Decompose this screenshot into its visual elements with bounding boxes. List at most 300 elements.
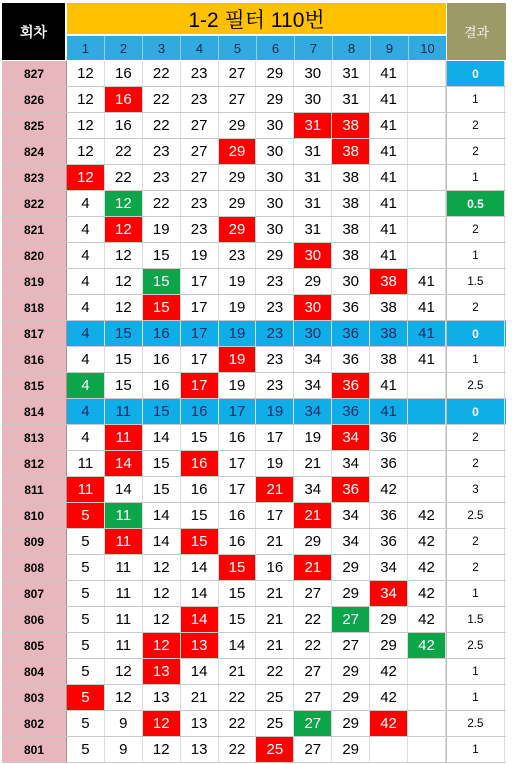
- number-cell: 17: [219, 477, 257, 502]
- number-cell: 12: [143, 607, 181, 632]
- result-cell: 0: [446, 399, 505, 424]
- number-cell: 23: [143, 139, 181, 164]
- number-cell: 41: [370, 373, 408, 398]
- number-cell: 21: [256, 607, 294, 632]
- number-cell: 27: [294, 685, 332, 710]
- table-row: [2, 477, 506, 503]
- number-cell: 5: [67, 737, 105, 762]
- number-cell: 41: [370, 87, 408, 112]
- table-row: [2, 61, 506, 87]
- number-cell: 23: [256, 269, 294, 294]
- number-header-9: 9: [371, 36, 409, 60]
- table-row: [2, 191, 506, 217]
- number-cell: 42: [408, 503, 446, 528]
- result-cell: 2: [446, 555, 505, 580]
- result-cell: 2: [446, 529, 505, 554]
- number-header-1: 1: [67, 36, 105, 60]
- number-cell: 15: [143, 399, 181, 424]
- result-cell: 2.5: [446, 633, 505, 658]
- number-cell: 4: [67, 399, 105, 424]
- number-cell: 23: [181, 87, 219, 112]
- number-cell: 27: [294, 737, 332, 762]
- round-number: 823: [2, 165, 67, 190]
- number-cell: 31: [294, 191, 332, 216]
- number-cell: 29: [370, 633, 408, 658]
- number-cell: 41: [370, 399, 408, 424]
- number-cell: 27: [332, 607, 370, 632]
- number-header-10: 10: [420, 40, 435, 56]
- number-cell: 22: [294, 633, 332, 658]
- number-cell: 11: [105, 581, 143, 606]
- result-cell: 2: [446, 113, 505, 138]
- number-cell: 36: [332, 373, 370, 398]
- number-cell: 11: [105, 633, 143, 658]
- result-cell: 2.5: [446, 503, 505, 528]
- number-cell: 29: [219, 217, 257, 242]
- number-cell: 16: [181, 451, 219, 476]
- number-cell: 38: [332, 139, 370, 164]
- number-cell: 14: [143, 503, 181, 528]
- number-cell: 15: [181, 503, 219, 528]
- number-cell: 42: [408, 529, 446, 554]
- number-cell: [408, 217, 446, 242]
- number-header-2: 2: [105, 36, 143, 60]
- number-cell: [408, 373, 446, 398]
- round-number: 805: [2, 633, 67, 658]
- number-cell: 19: [219, 269, 257, 294]
- number-cell: 41: [370, 165, 408, 190]
- number-cell: 42: [370, 659, 408, 684]
- number-cell: 29: [256, 243, 294, 268]
- number-cell: 38: [332, 191, 370, 216]
- number-cell: 23: [143, 165, 181, 190]
- number-header-5: 5: [219, 36, 257, 60]
- table-row: [2, 711, 506, 737]
- table-row: [2, 685, 506, 711]
- number-cell: [408, 165, 446, 190]
- number-cell: 16: [219, 529, 257, 554]
- number-cell: 38: [370, 295, 408, 320]
- number-cell: 17: [256, 503, 294, 528]
- result-cell: 2.5: [446, 373, 505, 398]
- result-cell: 2: [446, 295, 505, 320]
- number-cell: 29: [219, 139, 257, 164]
- number-cell: 11: [105, 529, 143, 554]
- round-number: 821: [2, 217, 67, 242]
- number-cell: 30: [256, 217, 294, 242]
- number-cell: 15: [105, 321, 143, 346]
- table-row: [2, 425, 506, 451]
- table-row: [2, 529, 506, 555]
- number-cell: 12: [105, 269, 143, 294]
- table-row: [2, 399, 506, 425]
- number-cell: 36: [370, 425, 408, 450]
- table-row: [2, 659, 506, 685]
- number-header-4: 4: [181, 36, 219, 60]
- number-cell: 16: [105, 87, 143, 112]
- table-row: [2, 555, 506, 581]
- number-cell: 23: [181, 61, 219, 86]
- number-cell: 29: [219, 113, 257, 138]
- number-cell: 27: [181, 139, 219, 164]
- number-cell: 42: [408, 607, 446, 632]
- number-cell: 30: [294, 321, 332, 346]
- number-cell: [408, 61, 446, 86]
- number-cell: 14: [105, 477, 143, 502]
- number-cell: 34: [332, 451, 370, 476]
- number-cell: 12: [105, 659, 143, 684]
- number-cell: 38: [370, 347, 408, 372]
- round-number: 820: [2, 243, 67, 268]
- number-cell: 13: [143, 685, 181, 710]
- number-cell: 9: [105, 711, 143, 736]
- number-cell: 13: [181, 737, 219, 762]
- number-cell: 19: [294, 425, 332, 450]
- result-column-header: 결과: [447, 3, 506, 60]
- round-number: 813: [2, 425, 67, 450]
- round-number: 804: [2, 659, 67, 684]
- number-cell: 5: [67, 659, 105, 684]
- number-cell: 22: [219, 685, 257, 710]
- number-cell: 41: [370, 191, 408, 216]
- number-cell: 27: [219, 87, 257, 112]
- number-cell: 19: [181, 243, 219, 268]
- number-cell: [408, 711, 446, 736]
- number-cell: 14: [181, 581, 219, 606]
- number-cell: 31: [332, 87, 370, 112]
- round-number: 807: [2, 581, 67, 606]
- number-cell: 14: [219, 633, 257, 658]
- result-cell: 0.5: [446, 191, 505, 216]
- number-cell: 29: [294, 269, 332, 294]
- number-cell: 41: [408, 347, 446, 372]
- number-cell: 30: [294, 295, 332, 320]
- number-cell: 5: [67, 503, 105, 528]
- number-cell: 27: [219, 61, 257, 86]
- number-cell: 4: [67, 295, 105, 320]
- round-number: 808: [2, 555, 67, 580]
- number-cell: 41: [370, 243, 408, 268]
- number-cell: 15: [219, 581, 257, 606]
- round-number: 817: [2, 321, 67, 346]
- table-row: [2, 737, 506, 763]
- number-cell: 25: [256, 737, 294, 762]
- number-cell: [408, 243, 446, 268]
- number-cell: 42: [370, 711, 408, 736]
- number-cell: 36: [332, 399, 370, 424]
- round-number: 827: [2, 61, 67, 86]
- round-number: 816: [2, 347, 67, 372]
- number-cell: 4: [67, 243, 105, 268]
- number-cell: 21: [256, 477, 294, 502]
- number-cell: 23: [256, 347, 294, 372]
- number-cell: 11: [105, 503, 143, 528]
- round-number: 815: [2, 373, 67, 398]
- number-cell: 30: [294, 87, 332, 112]
- number-cell: 41: [370, 217, 408, 242]
- table-row: [2, 139, 506, 165]
- number-cell: 15: [219, 555, 257, 580]
- number-cell: 34: [332, 529, 370, 554]
- number-cell: 27: [294, 659, 332, 684]
- number-cell: 12: [143, 555, 181, 580]
- number-cell: 36: [370, 529, 408, 554]
- number-cell: 38: [332, 217, 370, 242]
- number-cell: 16: [181, 399, 219, 424]
- result-cell: 2: [446, 451, 505, 476]
- number-cell: 5: [67, 529, 105, 554]
- number-cell: 15: [143, 477, 181, 502]
- number-cell: 17: [256, 425, 294, 450]
- number-cell: 15: [143, 295, 181, 320]
- result-cell: 1: [446, 685, 505, 710]
- result-cell: 1: [446, 737, 505, 762]
- number-cell: [408, 113, 446, 138]
- number-cell: 34: [294, 477, 332, 502]
- number-cell: 16: [143, 321, 181, 346]
- number-cell: [408, 477, 446, 502]
- number-cell: 22: [143, 61, 181, 86]
- number-cell: 13: [181, 711, 219, 736]
- number-cell: 23: [219, 243, 257, 268]
- number-cell: 12: [143, 581, 181, 606]
- number-cell: 23: [256, 373, 294, 398]
- number-cell: 13: [181, 633, 219, 658]
- result-cell: 1: [446, 347, 505, 372]
- number-cell: 11: [105, 555, 143, 580]
- number-cell: 11: [67, 477, 105, 502]
- table-row: [2, 295, 506, 321]
- number-cell: 16: [143, 347, 181, 372]
- table-row: [2, 633, 506, 659]
- round-number: 826: [2, 87, 67, 112]
- result-cell: 1: [446, 581, 505, 606]
- number-cell: 38: [332, 165, 370, 190]
- number-cell: 42: [408, 581, 446, 606]
- number-cell: 36: [332, 347, 370, 372]
- number-cell: 12: [105, 685, 143, 710]
- round-number: 812: [2, 451, 67, 476]
- number-cell: 11: [105, 425, 143, 450]
- number-cell: 15: [219, 607, 257, 632]
- number-cell: 27: [294, 711, 332, 736]
- number-cell: 5: [67, 633, 105, 658]
- number-cell: [408, 451, 446, 476]
- table-row: [2, 347, 506, 373]
- number-cell: 21: [294, 555, 332, 580]
- number-cell: 19: [256, 451, 294, 476]
- number-cell: 29: [332, 685, 370, 710]
- table-row: [2, 373, 506, 399]
- round-number: 801: [2, 737, 67, 762]
- round-number: 814: [2, 399, 67, 424]
- number-cell: 34: [332, 425, 370, 450]
- number-header-8: 8: [333, 36, 371, 60]
- round-number: 824: [2, 139, 67, 164]
- number-cell: 34: [294, 399, 332, 424]
- number-cell: 29: [219, 165, 257, 190]
- number-cell: 29: [256, 87, 294, 112]
- number-cell: [408, 425, 446, 450]
- number-cell: [408, 685, 446, 710]
- round-number: 802: [2, 711, 67, 736]
- result-cell: 1: [446, 87, 505, 112]
- number-cell: 14: [181, 659, 219, 684]
- result-cell: 2: [446, 139, 505, 164]
- number-cell: 17: [181, 373, 219, 398]
- number-cell: 5: [67, 581, 105, 606]
- number-cell: [408, 87, 446, 112]
- number-cell: 14: [181, 555, 219, 580]
- number-cell: 31: [294, 165, 332, 190]
- number-cell: 30: [294, 243, 332, 268]
- number-cell: 16: [105, 113, 143, 138]
- result-cell: 2: [446, 425, 505, 450]
- number-cell: 36: [370, 451, 408, 476]
- number-cell: 14: [143, 529, 181, 554]
- number-cell: 22: [256, 659, 294, 684]
- result-cell: 1.5: [446, 607, 505, 632]
- number-cell: 5: [67, 607, 105, 632]
- number-cell: 5: [67, 555, 105, 580]
- number-cell: 31: [294, 139, 332, 164]
- number-cell: 42: [408, 633, 446, 658]
- number-cell: 31: [332, 61, 370, 86]
- number-cell: 12: [67, 165, 105, 190]
- number-cell: 34: [370, 581, 408, 606]
- number-cell: 30: [332, 269, 370, 294]
- number-cell: 19: [219, 373, 257, 398]
- number-cell: 13: [143, 659, 181, 684]
- number-cell: 9: [105, 737, 143, 762]
- number-cell: 12: [143, 711, 181, 736]
- number-cell: 16: [143, 373, 181, 398]
- number-cell: 17: [181, 269, 219, 294]
- table-row: [2, 451, 506, 477]
- table-row: [2, 321, 506, 347]
- result-cell: 2.5: [446, 711, 505, 736]
- number-cell: 23: [256, 321, 294, 346]
- number-cell: 30: [256, 165, 294, 190]
- number-cell: 12: [67, 61, 105, 86]
- number-cell: 41: [408, 295, 446, 320]
- number-cell: 19: [219, 347, 257, 372]
- number-cell: 41: [370, 61, 408, 86]
- number-cell: 19: [219, 321, 257, 346]
- number-cell: 16: [105, 61, 143, 86]
- number-cell: 22: [143, 191, 181, 216]
- number-cell: 34: [332, 503, 370, 528]
- number-cell: 30: [294, 61, 332, 86]
- round-number: 819: [2, 269, 67, 294]
- number-cell: 17: [219, 451, 257, 476]
- number-cell: [408, 139, 446, 164]
- number-cell: 15: [181, 425, 219, 450]
- number-cell: 16: [181, 477, 219, 502]
- round-rows: [2, 61, 506, 763]
- round-number: 825: [2, 113, 67, 138]
- number-cell: 12: [143, 737, 181, 762]
- number-cell: 23: [181, 217, 219, 242]
- round-number: 811: [2, 477, 67, 502]
- number-cell: 41: [370, 139, 408, 164]
- number-cell: 5: [67, 711, 105, 736]
- number-cell: 29: [332, 581, 370, 606]
- number-cell: 29: [370, 607, 408, 632]
- round-number: 809: [2, 529, 67, 554]
- number-cell: 12: [143, 633, 181, 658]
- number-cell: 38: [370, 269, 408, 294]
- result-cell: 0: [446, 321, 505, 346]
- number-cell: 21: [256, 529, 294, 554]
- number-cell: 38: [370, 321, 408, 346]
- number-cell: 22: [294, 607, 332, 632]
- round-number: 822: [2, 191, 67, 216]
- number-cell: 15: [143, 269, 181, 294]
- number-cell: 29: [332, 555, 370, 580]
- round-column-header: 회차: [2, 3, 65, 60]
- number-cell: 42: [370, 477, 408, 502]
- number-cell: 14: [105, 451, 143, 476]
- number-cell: 27: [181, 165, 219, 190]
- sheet-title: 1-2 필터 110번: [67, 3, 446, 35]
- number-cell: 27: [332, 633, 370, 658]
- number-cell: [408, 659, 446, 684]
- number-cell: 19: [219, 295, 257, 320]
- number-cell: 14: [143, 425, 181, 450]
- result-cell: 0: [446, 61, 505, 86]
- number-cell: 29: [256, 61, 294, 86]
- result-cell: 1: [446, 165, 505, 190]
- result-cell: 1: [446, 243, 505, 268]
- number-cell: 15: [105, 373, 143, 398]
- number-cell: 19: [143, 217, 181, 242]
- table-row: [2, 269, 506, 295]
- table-row: [2, 243, 506, 269]
- number-cell: 12: [105, 243, 143, 268]
- number-cell: 12: [67, 139, 105, 164]
- result-cell: 3: [446, 477, 505, 502]
- number-cell: 38: [332, 243, 370, 268]
- number-cell: 16: [256, 555, 294, 580]
- number-cell: 41: [370, 113, 408, 138]
- number-cell: 25: [256, 711, 294, 736]
- result-cell: 1: [446, 659, 505, 684]
- number-cell: 25: [256, 685, 294, 710]
- result-cell: 2: [446, 217, 505, 242]
- number-cell: 15: [181, 529, 219, 554]
- number-cell: [408, 737, 446, 762]
- round-number: 806: [2, 607, 67, 632]
- number-header-6: 6: [257, 36, 295, 60]
- table-row: [2, 607, 506, 633]
- number-cell: 41: [408, 269, 446, 294]
- number-cell: 17: [181, 321, 219, 346]
- number-cell: 12: [105, 217, 143, 242]
- number-cell: 30: [256, 113, 294, 138]
- number-cell: [408, 191, 446, 216]
- number-cell: 23: [256, 295, 294, 320]
- number-cell: 34: [370, 555, 408, 580]
- number-cell: 11: [67, 451, 105, 476]
- number-cell: 14: [181, 607, 219, 632]
- number-cell: 34: [294, 373, 332, 398]
- number-cell: 11: [105, 607, 143, 632]
- number-cell: 42: [370, 685, 408, 710]
- number-cell: 21: [181, 685, 219, 710]
- number-cell: 21: [294, 451, 332, 476]
- number-cell: 15: [105, 347, 143, 372]
